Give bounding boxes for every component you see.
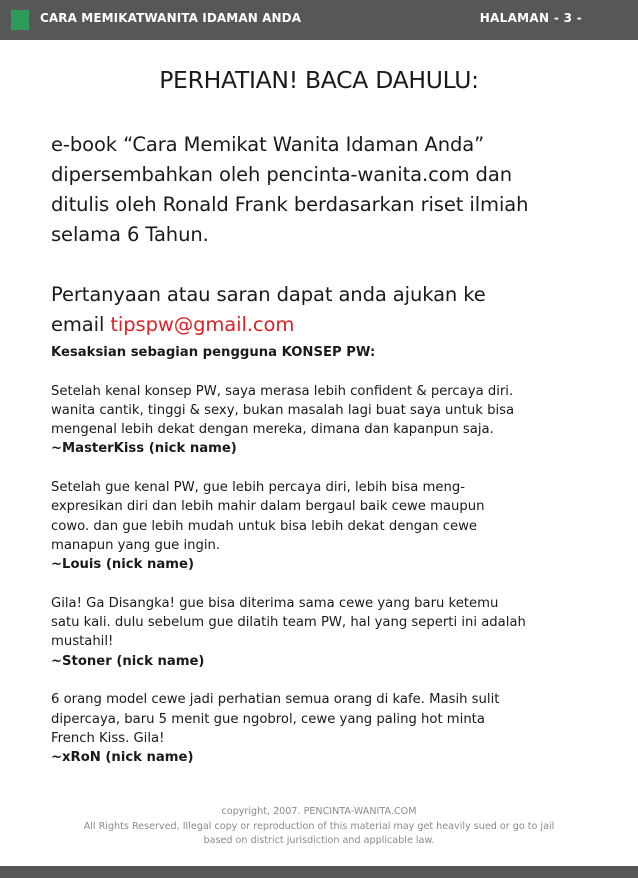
testimonial-author: ~Louis (nick name) [51, 557, 194, 573]
intro-line: ditulis oleh Ronald Frank berdasarkan riset ilmiah [51, 193, 529, 216]
testimonial-line: French Kiss. Gila! [51, 730, 165, 746]
testimonial-author: ~Stoner (nick name) [51, 653, 205, 669]
testimonial-line: wanita cantik, tinggi & sexy, bukan masalah lagi buat saya untuk bisa [51, 402, 515, 418]
testimonial-line: dipercaya, baru 5 menit gue ngobrol, cewe yang paling hot minta [51, 711, 485, 727]
testimonial-author: ~xRoN (nick name) [51, 750, 194, 766]
testimonial-line: Setelah gue kenal PW, gue lebih percaya diri, lebih bisa meng- [51, 480, 465, 496]
testimonial-line: mengenal lebih dekat dengan mereka, dimana dan kapanpun saja. [51, 422, 494, 438]
testimonial-line: satu kali. dulu sebelum gue dilatih team PW, hal yang seperti ini adalah [51, 615, 526, 631]
testimonial-line: cowo. dan gue lebih mudah untuk bisa lebih dekat dengan cewe [51, 518, 477, 534]
bottom-bar [0, 866, 638, 878]
testimonial-line: Gila! Ga Disangka! gue bisa diterima sama cewe yang baru ketemu [51, 595, 499, 611]
header-square-icon [11, 10, 29, 30]
page-number: HALAMAN - 3 - [479, 11, 582, 25]
email-line [51, 310, 611, 340]
intro-line: dipersembahkan oleh pencinta-wanita.com dan [51, 163, 512, 186]
intro-line: e-book “Cara Memikat Wanita Idaman Anda” [51, 133, 485, 156]
document-title: CARA MEMIKATWANITA IDAMAN ANDA [40, 11, 302, 25]
rights-text: All Rights Reserved, Illegal copy or reproduction of this material may get heavily sued or go to jail [83, 820, 555, 832]
page-heading: PERHATIAN! BACA DAHULU: [159, 66, 479, 94]
testimonial-line: Setelah kenal konsep PW, saya merasa lebih confident & percaya diri. [51, 383, 514, 399]
testimonial-line: expresikan diri dan lebih mahir dalam bergaul baik cewe maupun [51, 499, 485, 515]
email-link[interactable]: tipspw@gmail.com [110, 313, 295, 336]
contact-line: Pertanyaan atau saran dapat anda ajukan ke [51, 283, 486, 306]
copyright-text: copyright, 2007. PENCINTA-WANITA.COM [221, 806, 417, 817]
testimonials-section [51, 343, 616, 768]
page-header [0, 0, 638, 40]
testimonial-line: manapun yang gue ingin. [51, 537, 221, 553]
page-footer [0, 805, 638, 849]
intro-line: selama 6 Tahun. [51, 223, 209, 246]
testimonial-line: 6 orang model cewe jadi perhatian semua orang di kafe. Masih sulit [51, 692, 500, 708]
intro-paragraph [51, 130, 611, 340]
testimonial-line: mustahil! [51, 634, 114, 650]
testimonial-author: ~MasterKiss (nick name) [51, 441, 237, 457]
rights-text: based on district jurisdiction and applicable law. [203, 835, 435, 846]
email-prefix: email [51, 313, 111, 336]
testimonials-heading: Kesaksian sebagian pengguna KONSEP PW: [51, 345, 376, 360]
